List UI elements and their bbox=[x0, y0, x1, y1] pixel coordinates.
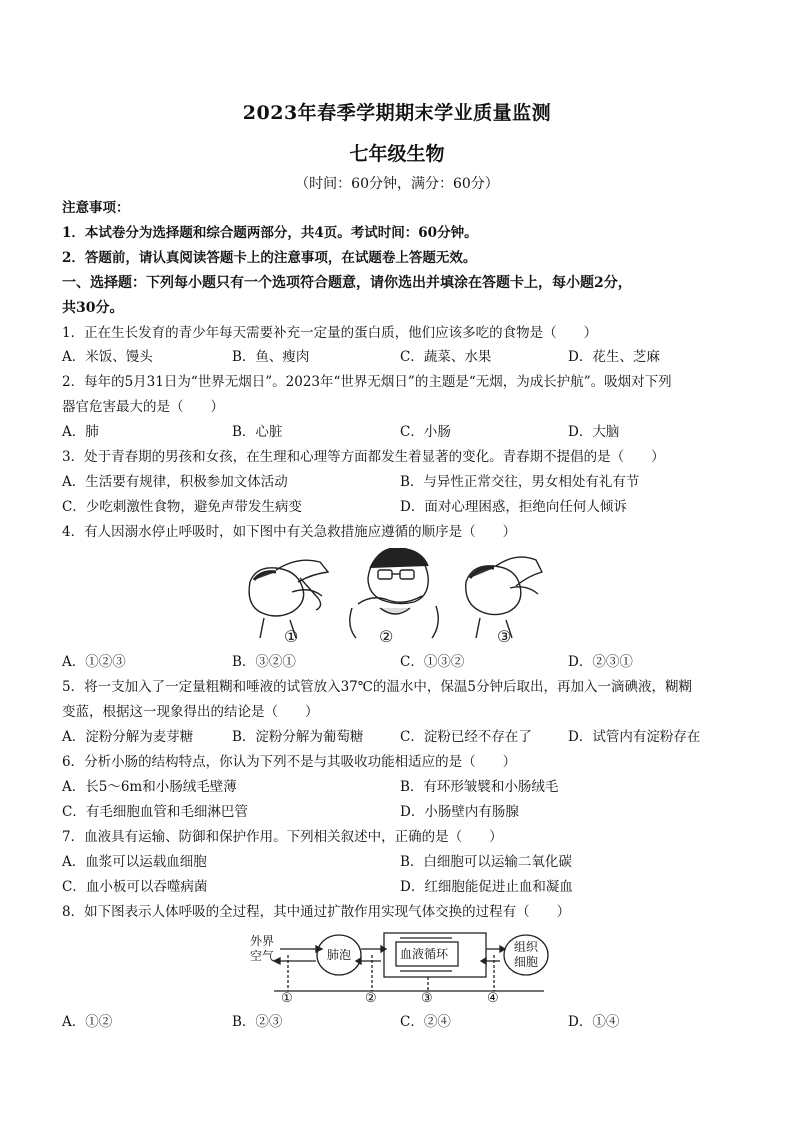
q1-stem: 1．正在生长发育的青少年每天需要补充一定量的蛋白质，他们应该多吃的食物是（ ） bbox=[62, 325, 598, 341]
diagram-step-1: ① bbox=[281, 991, 293, 1006]
q7-option-b: B．白细胞可以运输二氧化碳 bbox=[400, 854, 572, 870]
q7-stem: 7．血液具有运输、防御和保护作用。下列相关叙述中，正确的是（ ） bbox=[62, 829, 503, 845]
q4-stem: 4．有人因溺水停止呼吸时，如下图中有关急救措施应遵循的顺序是（ ） bbox=[62, 524, 517, 540]
q2-option-a: A．肺 bbox=[62, 424, 99, 440]
q5-option-b: B．淀粉分解为葡萄糖 bbox=[232, 729, 364, 745]
q3-option-b: B．与异性正常交往，男女相处有礼有节 bbox=[400, 474, 640, 490]
section-heading-line2: 共30分。 bbox=[62, 300, 124, 316]
q5-stem-line1: 5．将一支加入了一定量粗糊和唾液的试管放入37℃的温水中，保温5分钟后取出，再加入一滴碘液，糊糊 bbox=[62, 679, 692, 695]
exam-title: 2023年春季学期期末学业质量监测 bbox=[242, 102, 552, 124]
first-aid-step-2-image bbox=[350, 548, 439, 638]
figure-label-2: ② bbox=[379, 627, 394, 646]
q4-option-b: B．③②① bbox=[232, 654, 296, 670]
q1-option-c: C．蔬菜、水果 bbox=[400, 349, 492, 365]
subject-title: 七年级生物 bbox=[349, 143, 445, 165]
q1-option-d: D．花生、芝麻 bbox=[568, 349, 660, 365]
q8-option-c: C．②④ bbox=[400, 1014, 451, 1030]
q3-stem: 3．处于青春期的男孩和女孩，在生理和心理等方面都发生着显著的变化。青春期不提倡的是（ ） bbox=[62, 449, 665, 465]
notice-heading: 注意事项： bbox=[62, 200, 130, 216]
q2-option-b: B．心脏 bbox=[232, 424, 283, 440]
q2-stem-line1: 2．每年的5月31日为“世界无烟日”。2023年“世界无烟日”的主题是“无烟，为成长护航”。吸烟对下列 bbox=[62, 374, 672, 390]
figure-label-1: ① bbox=[284, 627, 299, 646]
q6-option-d: D．小肠壁内有肠腺 bbox=[400, 804, 519, 820]
diagram-step-2: ② bbox=[365, 991, 377, 1006]
first-aid-step-3-image bbox=[466, 557, 542, 638]
q2-option-c: C．小肠 bbox=[400, 424, 451, 440]
q3-option-c: C．少吃刺激性食物，避免声带发生病变 bbox=[62, 499, 302, 515]
q5-stem-line2: 变蓝，根据这一现象得出的结论是（ ） bbox=[62, 704, 319, 720]
notice-item-1: 1．本试卷分为选择题和综合题两部分，共4页。考试时间：60分钟。 bbox=[62, 225, 478, 241]
q5-option-a: A．淀粉分解为麦芽糖 bbox=[62, 729, 194, 745]
q1-option-a: A．米饭、馒头 bbox=[62, 349, 153, 365]
q8-option-d: D．①④ bbox=[568, 1014, 620, 1030]
q3-option-d: D．面对心理困惑，拒绝向任何人倾诉 bbox=[400, 499, 627, 515]
diagram-alveoli: 肺泡 bbox=[327, 948, 352, 962]
q6-option-a: A．长5～6m和小肠绒毛壁薄 bbox=[62, 779, 237, 795]
first-aid-figure bbox=[240, 548, 550, 648]
q7-option-c: C．血小板可以吞噬病菌 bbox=[62, 879, 208, 895]
diagram-circulation: 血液循环 bbox=[400, 947, 449, 961]
q1-option-b: B．鱼、瘦肉 bbox=[232, 349, 310, 365]
q6-option-c: C．有毛细胞血管和毛细淋巴管 bbox=[62, 804, 248, 820]
q5-option-c: C．淀粉已经不存在了 bbox=[400, 729, 532, 745]
figure-label-3: ③ bbox=[497, 627, 512, 646]
q4-option-d: D．②③① bbox=[568, 654, 633, 670]
q7-option-d: D．红细胞能促进止血和凝血 bbox=[400, 879, 573, 895]
diagram-step-3: ③ bbox=[421, 991, 433, 1006]
q5-option-d: D．试管内有淀粉存在 bbox=[568, 729, 701, 745]
diagram-outside-air-2: 空气 bbox=[250, 949, 275, 963]
q8-stem: 8．如下图表示人体呼吸的全过程，其中通过扩散作用实现气体交换的过程有（ ） bbox=[62, 904, 571, 920]
q8-option-b: B．②③ bbox=[232, 1014, 283, 1030]
q2-stem-line2: 器官危害最大的是（ ） bbox=[62, 399, 224, 415]
notice-item-2: 2．答题前，请认真阅读答题卡上的注意事项，在试题卷上答题无效。 bbox=[62, 250, 477, 266]
diagram-tissue-2: 细胞 bbox=[514, 955, 539, 969]
q7-option-a: A．血浆可以运载血细胞 bbox=[62, 854, 207, 870]
diagram-step-4: ④ bbox=[487, 991, 499, 1006]
q6-option-b: B．有环形皱襞和小肠绒毛 bbox=[400, 779, 559, 795]
diagram-outside-air-1: 外界 bbox=[250, 934, 275, 948]
diagram-tissue-1: 组织 bbox=[514, 940, 539, 954]
time-info: （时间：60分钟，满分：60分） bbox=[295, 176, 499, 192]
section-heading-line1: 一、选择题：下列每小题只有一个选项符合题意，请你选出并填涂在答题卡上，每小题2分， bbox=[62, 275, 632, 291]
q6-stem: 6．分析小肠的结构特点，你认为下列不是与其吸收功能相适应的是（ ） bbox=[62, 754, 517, 770]
respiration-diagram bbox=[244, 925, 564, 1007]
q8-option-a: A．①② bbox=[62, 1014, 113, 1030]
q3-option-a: A．生活要有规律，积极参加文体活动 bbox=[62, 474, 288, 490]
q2-option-d: D．大脑 bbox=[568, 424, 620, 440]
q4-option-c: C．①③② bbox=[400, 654, 465, 670]
q4-option-a: A．①②③ bbox=[62, 654, 126, 670]
